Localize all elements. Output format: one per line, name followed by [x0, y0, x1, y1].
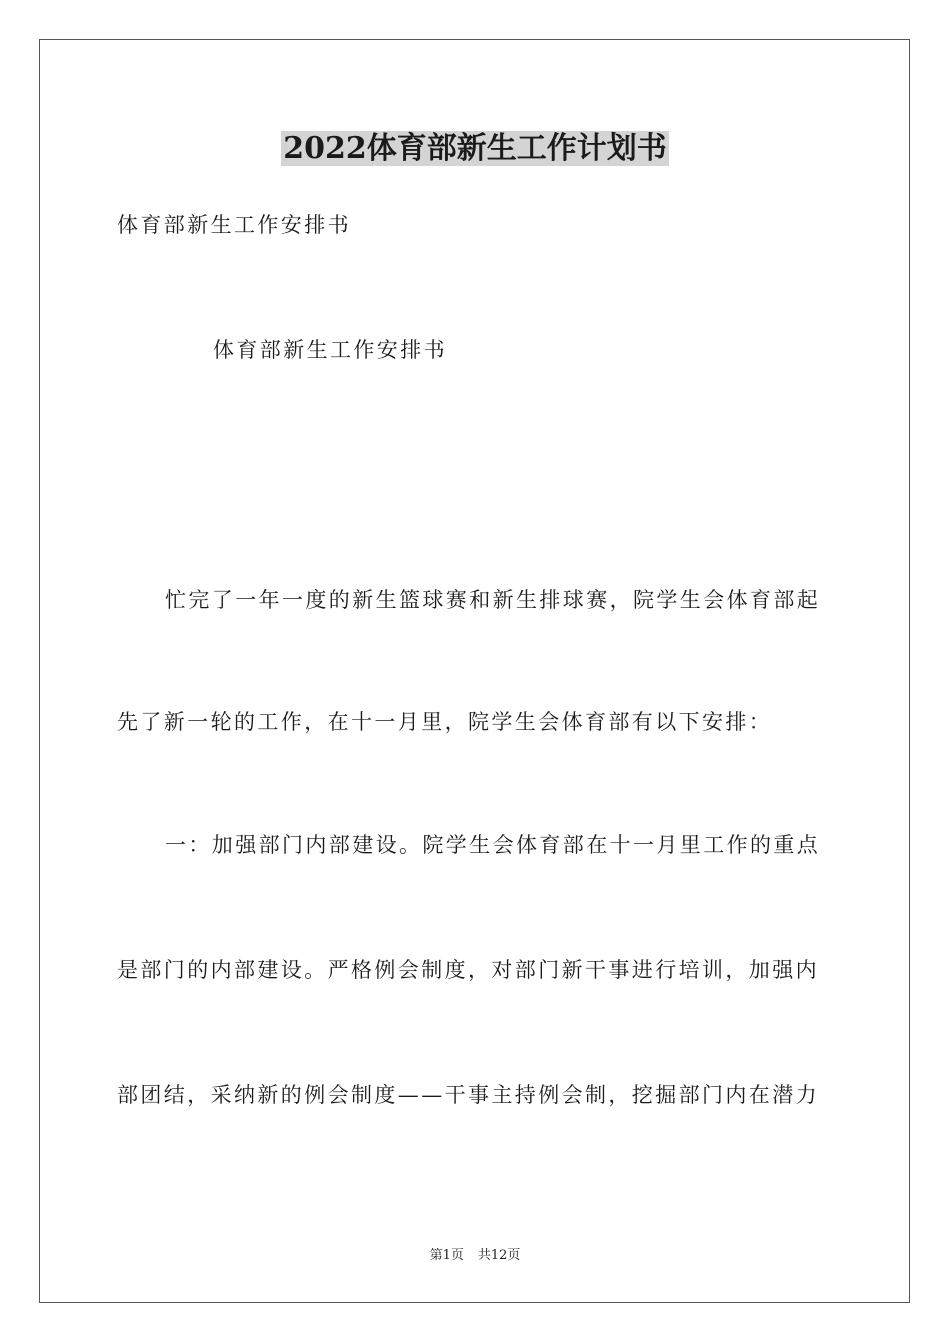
page-footer: [0, 1247, 950, 1265]
paragraph-1-line-1: 忙完了一年一度的新生篮球赛和新生排球赛，院学生会体育部起: [165, 588, 821, 612]
document-subtitle-indented: 体育部新生工作安排书: [213, 338, 447, 362]
paragraph-2-line-1: 一：加强部门内部建设。院学生会体育部在十一月里工作的重点: [165, 833, 821, 857]
document-title: [0, 128, 950, 170]
page-number-total: 共12页: [477, 1248, 521, 1263]
page-number-current: 第1页: [429, 1248, 464, 1263]
document-subtitle: 体育部新生工作安排书: [117, 213, 351, 237]
paragraph-2-line-2: 是部门的内部建设。严格例会制度，对部门新干事进行培训，加强内: [117, 958, 819, 982]
document-title-text: 2022体育部新生工作计划书: [283, 131, 667, 166]
paragraph-2-line-3: 部团结，采纳新的例会制度——干事主持例会制，挖掘部门内在潜力: [117, 1083, 819, 1107]
paragraph-1-line-2: 先了新一轮的工作，在十一月里，院学生会体育部有以下安排：: [117, 710, 773, 734]
